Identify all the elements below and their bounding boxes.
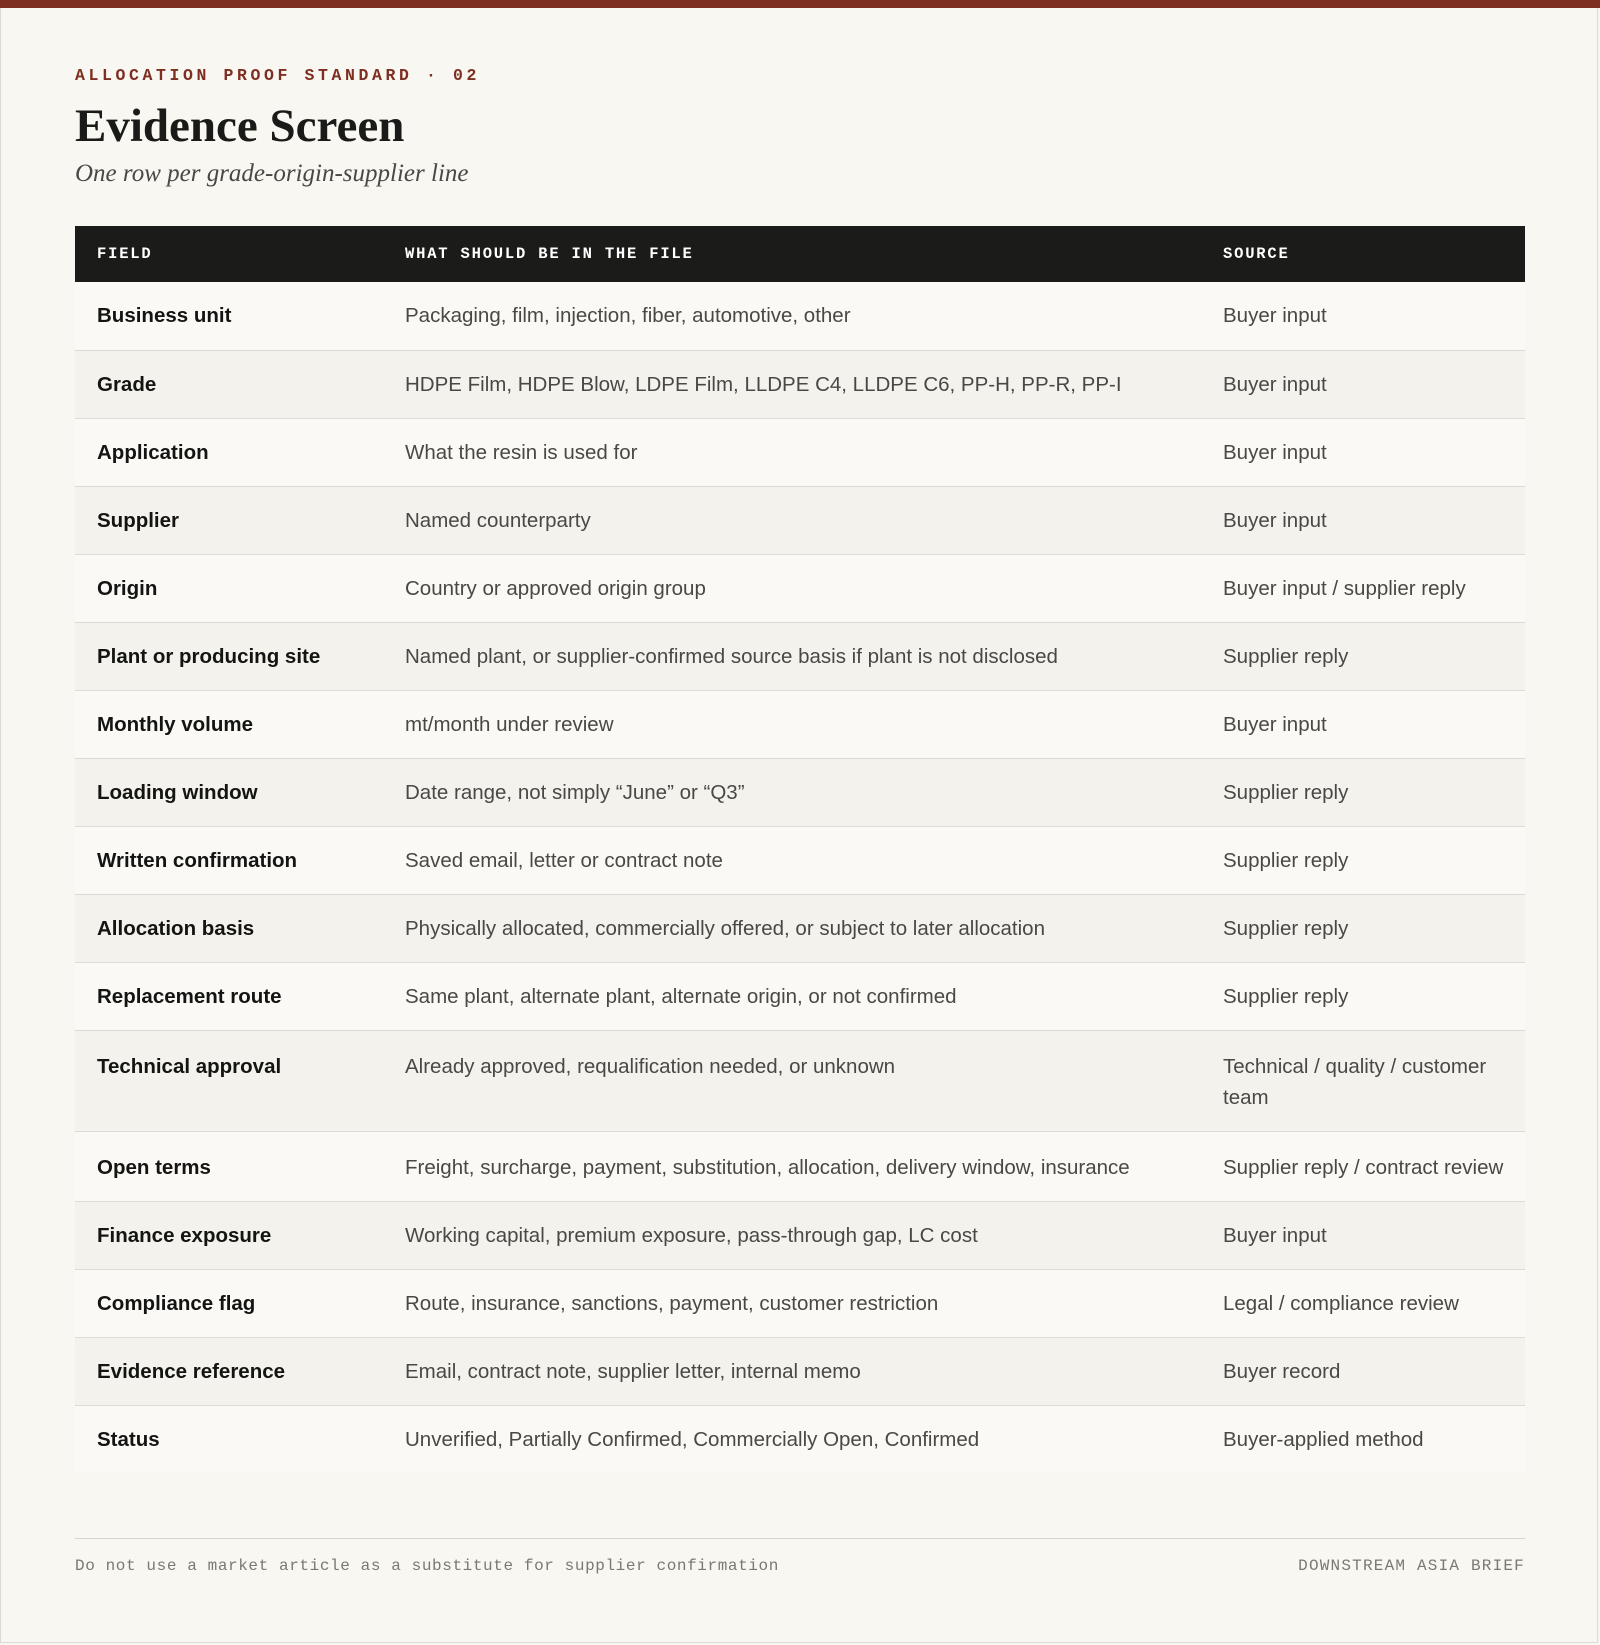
row-source: Supplier reply: [1223, 780, 1349, 804]
table-row: [75, 1405, 1525, 1473]
row-field-name: Compliance flag: [97, 1291, 256, 1315]
row-source: Buyer input: [1223, 508, 1327, 532]
table-row: [75, 622, 1525, 690]
table-row: [75, 282, 1525, 350]
row-file-description: What the resin is used for: [405, 440, 638, 464]
row-field-name: Business unit: [97, 304, 232, 327]
row-field-name: Finance exposure: [97, 1223, 272, 1247]
header-row: [75, 226, 1525, 282]
footer-brand: DOWNSTREAM ASIA BRIEF: [1298, 1557, 1525, 1575]
table-header: [75, 226, 1525, 282]
row-file-description: Freight, surcharge, payment, substitution, allocation, delivery window, insurance: [405, 1155, 1130, 1179]
row-source: Supplier reply: [1223, 644, 1349, 668]
row-source: Buyer-applied method: [1223, 1427, 1424, 1451]
row-field-name: Evidence reference: [97, 1359, 286, 1383]
row-field-name: Origin: [97, 576, 158, 600]
row-field-name: Allocation basis: [97, 916, 255, 940]
row-source: Supplier reply: [1223, 916, 1349, 940]
table-row: [75, 1030, 1525, 1131]
table-row: [75, 350, 1525, 418]
row-field-name: Status: [97, 1427, 160, 1451]
page-title: Evidence Screen: [75, 100, 405, 152]
row-source: Buyer input: [1223, 712, 1327, 736]
row-file-description: Named counterparty: [405, 508, 591, 532]
row-file-description: Saved email, letter or contract note: [405, 848, 723, 872]
row-field-name: Grade: [97, 372, 157, 396]
row-field-name: Plant or producing site: [97, 644, 321, 668]
table-row: [75, 758, 1525, 826]
row-field-name: Open terms: [97, 1155, 211, 1179]
table-row: [75, 894, 1525, 962]
row-file-description: HDPE Film, HDPE Blow, LDPE Film, LLDPE C4, LLDPE C6, PP-H, PP-R, PP-I: [405, 372, 1122, 396]
top-accent-rule: [0, 0, 1600, 8]
table-row: [75, 962, 1525, 1030]
row-file-description: Email, contract note, supplier letter, internal memo: [405, 1359, 861, 1383]
row-source: Supplier reply: [1223, 848, 1349, 872]
footer-note: Do not use a market article as a substitute for supplier confirmation: [75, 1557, 779, 1575]
row-file-description: Country or approved origin group: [405, 576, 706, 600]
table-row: [75, 418, 1525, 486]
footer-divider: [75, 1538, 1525, 1539]
row-field-name: Monthly volume: [97, 712, 254, 736]
table-row: [75, 690, 1525, 758]
row-source: Buyer input: [1223, 372, 1327, 396]
table-row: [75, 486, 1525, 554]
table-row: [75, 826, 1525, 894]
column-header-description: WHAT SHOULD BE IN THE FILE: [405, 245, 694, 263]
row-source: Buyer input: [1223, 1223, 1327, 1247]
row-file-description: Physically allocated, commercially offered, or subject to later allocation: [405, 916, 1045, 940]
row-file-description: Named plant, or supplier-confirmed source basis if plant is not disclosed: [405, 644, 1058, 668]
row-source: Buyer input / supplier reply: [1223, 576, 1466, 600]
table-row: [75, 1337, 1525, 1405]
row-source: Technical / quality / customer team: [1223, 1054, 1487, 1109]
row-source: Supplier reply / contract review: [1223, 1155, 1504, 1179]
kicker-label: ALLOCATION PROOF STANDARD · 02: [75, 66, 481, 85]
table-row: [75, 554, 1525, 622]
row-file-description: Working capital, premium exposure, pass-through gap, LC cost: [405, 1223, 978, 1247]
row-field-name: Application: [97, 440, 209, 464]
row-source: Buyer input: [1223, 304, 1327, 327]
row-source: Buyer input: [1223, 440, 1327, 464]
evidence-table: [75, 226, 1525, 1473]
column-header-source: SOURCE: [1223, 245, 1290, 263]
column-header-field: FIELD: [97, 245, 153, 263]
row-field-name: Replacement route: [97, 984, 282, 1008]
table-body: [75, 282, 1525, 1473]
row-file-description: Same plant, alternate plant, alternate origin, or not confirmed: [405, 984, 957, 1008]
row-field-name: Supplier: [97, 508, 180, 532]
row-file-description: Route, insurance, sanctions, payment, customer restriction: [405, 1291, 939, 1315]
row-file-description: Unverified, Partially Confirmed, Commercially Open, Confirmed: [405, 1427, 980, 1451]
row-source: Legal / compliance review: [1223, 1291, 1459, 1315]
row-field-name: Written confirmation: [97, 848, 298, 872]
row-source: Buyer record: [1223, 1359, 1341, 1383]
row-source: Supplier reply: [1223, 984, 1349, 1008]
table-row: [75, 1131, 1525, 1201]
table-row: [75, 1201, 1525, 1269]
row-file-description: Packaging, film, injection, fiber, automotive, other: [405, 304, 851, 327]
page-subtitle: One row per grade-origin-supplier line: [75, 160, 469, 187]
row-field-name: Loading window: [97, 780, 258, 804]
row-file-description: mt/month under review: [405, 712, 614, 736]
table-row: [75, 1269, 1525, 1337]
row-file-description: Already approved, requalification needed, or unknown: [405, 1054, 896, 1078]
row-file-description: Date range, not simply “June” or “Q3”: [405, 780, 745, 804]
row-field-name: Technical approval: [97, 1054, 282, 1078]
